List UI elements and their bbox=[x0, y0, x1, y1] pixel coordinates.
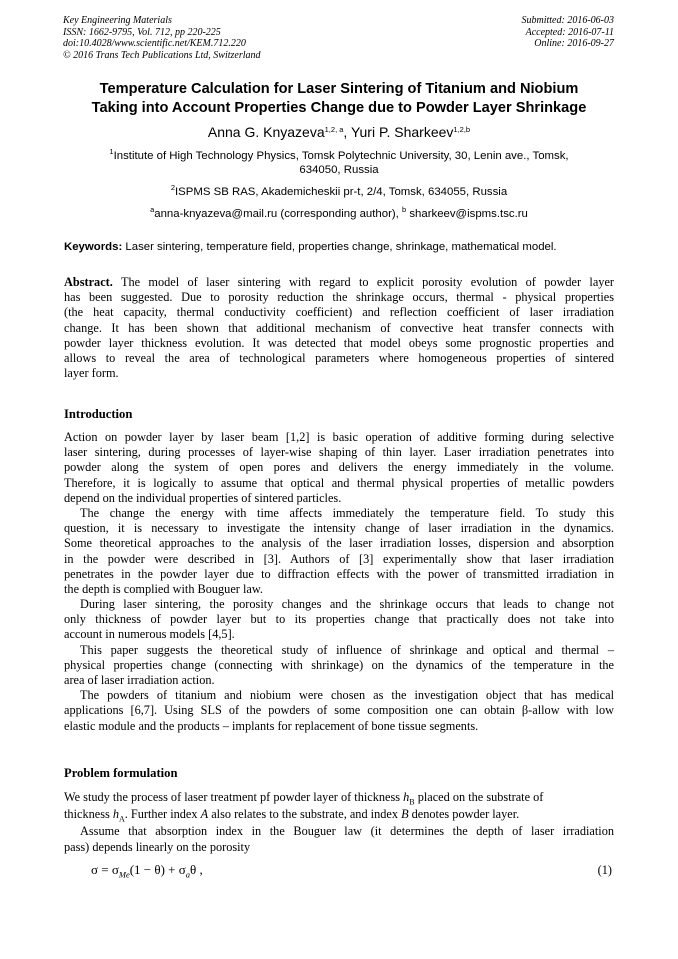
equation-part: (1 − θ) + σ bbox=[129, 862, 186, 877]
affiliation-1-line-2: 634050, Russia bbox=[299, 164, 379, 176]
intro-line: in the powder were described in [3]. Authors of [3] experimentally show that laser irradiation bbox=[64, 551, 614, 566]
keywords-text: Laser sintering, temperature field, properties change, shrinkage, mathematical model. bbox=[122, 241, 557, 253]
equation-part: θ , bbox=[190, 862, 203, 877]
introduction-body bbox=[64, 430, 614, 734]
problem-text: thickness bbox=[64, 807, 113, 822]
online-date: Online: 2016-09-27 bbox=[534, 38, 614, 49]
intro-line: During laser sintering, the porosity changes and the shrinkage occurs that leads to change not bbox=[80, 597, 614, 612]
doi-line: doi:10.4028/www.scientific.net/KEM.712.220 bbox=[63, 38, 246, 49]
problem-line: Assume that absorption index in the Bouguer law (it determines the depth of laser irradiation bbox=[80, 824, 614, 839]
problem-line: pass) depends linearly on the porosity bbox=[64, 839, 251, 854]
copyright-line: © 2016 Trans Tech Publications Ltd, Switzerland bbox=[63, 49, 261, 61]
intro-line: Action on powder layer by laser beam [1,2] is basic operation of additive forming during selective bbox=[64, 430, 614, 444]
problem-text: also relates to the substrate, and index bbox=[208, 807, 402, 822]
title-line-1: Temperature Calculation for Laser Sintering of Titanium and Niobium bbox=[99, 81, 579, 97]
problem-text: placed on the substrate of bbox=[414, 790, 544, 804]
intro-line: applications [6,7]. Using SLS of the powders of some composition one can obtain β-allow with low bbox=[64, 703, 614, 718]
journal-header-left bbox=[63, 15, 261, 61]
intro-line: depend on the individual properties of sintered particles. bbox=[64, 490, 342, 505]
affiliation-1-number: 1 bbox=[109, 147, 114, 156]
affiliation-2 bbox=[70, 185, 608, 199]
issn-line: ISSN: 1662-9795, Vol. 712, pp 220-225 bbox=[63, 26, 221, 38]
math-variable: h bbox=[403, 790, 410, 804]
intro-line: This paper suggests the theoretical study of influence of shrinkage and optical and thermal – bbox=[80, 642, 614, 657]
email-b: sharkeev@ispms.tsc.ru bbox=[406, 208, 528, 220]
math-variable: B bbox=[401, 807, 409, 822]
equation-1 bbox=[91, 862, 203, 878]
intro-line: laser sintering, during processes of layer-wise shaping of thin layer. Laser irradiation penetrates into bbox=[64, 445, 614, 460]
intro-line: area of laser irradiation action. bbox=[64, 673, 215, 687]
problem-line bbox=[64, 807, 614, 822]
affiliation-1 bbox=[70, 149, 608, 177]
equation-part: σ = σ bbox=[91, 862, 119, 877]
abstract-line-text: The model of laser sintering with regard to explicit porosity evolution of powder layer bbox=[112, 275, 614, 289]
intro-line: The powders of titanium and niobium were chosen as the investigation object that has medical bbox=[80, 688, 614, 703]
intro-line: Therefore, it is logically to assume that optical and thermal physical properties of metallic powders bbox=[64, 475, 614, 490]
abstract-line: has been suggested. Due to porosity reduction the shrinkage occurs, thermal - physical properties bbox=[64, 290, 614, 305]
journal-name: Key Engineering Materials bbox=[63, 15, 172, 26]
affiliation-1-line-1: Institute of High Technology Physics, Tomsk Polytechnic University, 30, Lenin ave., Tomsk, bbox=[113, 150, 569, 162]
abstract-line: allows to reveal the area of technological parameters where homogeneous properties of sintered bbox=[64, 350, 614, 365]
math-variable: h bbox=[112, 807, 119, 822]
equation-subscript: Me bbox=[118, 869, 130, 880]
keywords-label: Keywords: bbox=[64, 241, 123, 253]
abstract-line: change. It has been shown that additional mechanism of convective heat transfer connects with bbox=[64, 320, 614, 335]
intro-line: Some theoretical approaches to the analysis of the laser irradiation losses, dispersion and absorption bbox=[64, 536, 614, 551]
email-a-marker: a bbox=[150, 205, 155, 214]
equation-number: (1) bbox=[597, 863, 612, 877]
problem-text: denotes powder layer. bbox=[408, 807, 520, 822]
keywords bbox=[64, 240, 624, 254]
intro-line: The change the energy with time affects immediately the temperature field. To study this bbox=[80, 505, 614, 520]
problem-line bbox=[64, 790, 614, 805]
abstract-line bbox=[64, 275, 614, 290]
email-a: anna-knyazeva@mail.ru (corresponding author), bbox=[154, 208, 402, 220]
problem-text: . Further index bbox=[124, 807, 201, 822]
math-variable: A bbox=[200, 807, 209, 822]
abstract-label: Abstract. bbox=[64, 275, 113, 289]
problem-text: We study the process of laser treatment pf powder layer of thickness bbox=[64, 790, 404, 804]
paper-title bbox=[40, 80, 638, 118]
title-line-2: Taking into Account Properties Change due to Powder Layer Shrinkage bbox=[91, 100, 587, 116]
submitted-date: Submitted: 2016-06-03 bbox=[521, 15, 614, 26]
accepted-date: Accepted: 2016-07-11 bbox=[525, 26, 614, 38]
math-subscript: B bbox=[409, 797, 415, 807]
author-2-affiliation: 1,2,b bbox=[453, 125, 471, 134]
intro-line: powder along the system of open pores and delivers the energy immediately in the volume. bbox=[64, 460, 614, 475]
author-2: Yuri P. Sharkeev bbox=[350, 124, 454, 140]
affiliation-2-number: 2 bbox=[170, 183, 175, 192]
intro-line: question, it is necessary to investigate the intensity change of laser irradiation in the dynamics. bbox=[64, 521, 614, 536]
author-separator: , bbox=[343, 124, 351, 140]
author-list bbox=[40, 123, 638, 141]
abstract-line: layer form. bbox=[64, 366, 119, 381]
author-1-affiliation: 1,2, a bbox=[324, 125, 344, 134]
problem-formulation-heading: Problem formulation bbox=[64, 766, 178, 780]
email-b-marker: b bbox=[402, 205, 407, 214]
abstract-line: powder layer thickness evolution. It was detected that model obeys some prognostic properties and bbox=[64, 335, 614, 350]
intro-line: only thickness of powder layer but to its properties change that practically does not take into bbox=[64, 612, 614, 627]
affiliation-2-text: ISPMS SB RAS, Akademicheskii pr-t, 2/4, Tomsk, 634055, Russia bbox=[175, 186, 508, 198]
journal-header-right bbox=[522, 15, 615, 50]
abstract-line: (the heat capacity, thermal conductivity coefficient) and reflection coefficient of laser irradiation bbox=[64, 305, 614, 320]
introduction-heading: Introduction bbox=[64, 407, 133, 421]
math-subscript: A bbox=[119, 814, 125, 824]
problem-formulation-body bbox=[64, 790, 614, 855]
equation-subscript: a bbox=[185, 869, 191, 880]
intro-line: account in numerous models [4,5]. bbox=[64, 627, 235, 642]
intro-line: penetrates in the powder layer due to diffraction effects with the power of transmitted irradiation in bbox=[64, 566, 614, 581]
abstract bbox=[64, 275, 614, 381]
intro-line: elastic module and the products – implants for replacement of bone tissue segments. bbox=[64, 718, 479, 733]
author-emails bbox=[70, 207, 608, 221]
intro-line: physical properties change (connecting with shrinkage) on the dynamics of the temperature in the bbox=[64, 657, 614, 672]
intro-line: the depth is complied with Bouguer law. bbox=[64, 581, 263, 596]
author-1: Anna G. Knyazeva bbox=[207, 124, 325, 140]
